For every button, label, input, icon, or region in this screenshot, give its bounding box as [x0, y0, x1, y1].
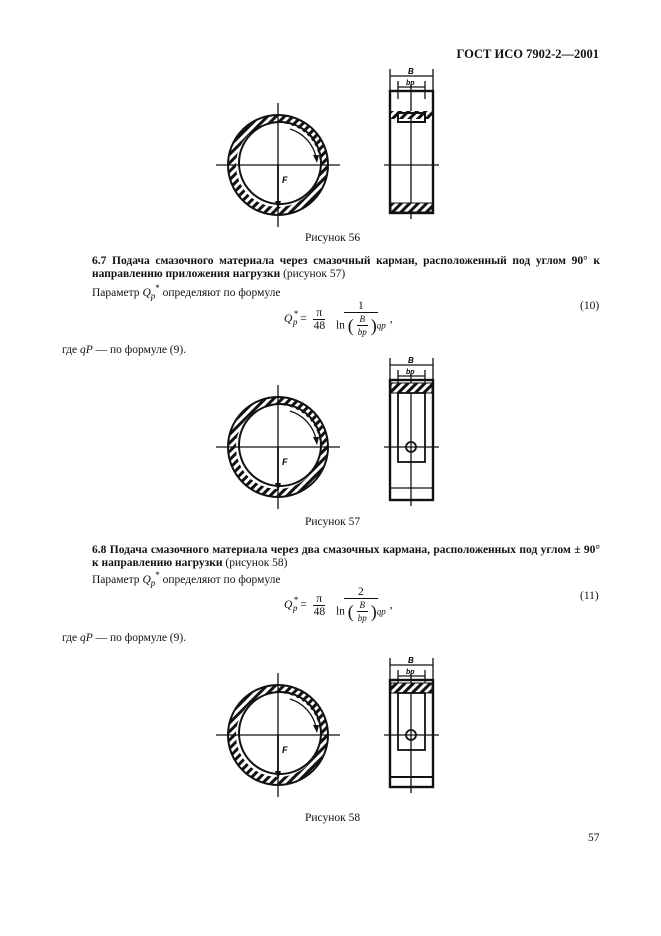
section-6-7-heading: [92, 255, 600, 281]
comma: ,: [389, 599, 393, 612]
section-6-7-param-line: [92, 283, 280, 301]
equals-sign: =: [300, 313, 307, 326]
param-symbol: Q: [142, 286, 151, 299]
qp: qp: [376, 606, 386, 617]
dimension-B-label: B: [408, 67, 414, 76]
where-text: где: [62, 344, 78, 356]
rotation-arrow-head: [313, 437, 319, 445]
dimension-bp-label: bp: [406, 369, 415, 376]
formula-11: [284, 586, 393, 625]
denominator: ln ( $\frac{B}{bp}$ )qp: [335, 314, 386, 337]
section-number: 6.7: [92, 255, 107, 267]
dimension-B-label: B: [408, 356, 414, 365]
bp: bp: [357, 327, 367, 337]
param-text-post: определяют по формуле: [162, 573, 281, 586]
pi: π: [313, 307, 325, 320]
document-code: ГОСТ ИСО 7902-2—2001: [456, 47, 599, 61]
where-text-post: — по формуле (9).: [95, 344, 187, 356]
numerator: 2: [344, 586, 378, 599]
denominator-48: 48: [313, 319, 326, 332]
where-symbol: qP: [79, 344, 93, 356]
force-label: F: [282, 175, 288, 185]
equals-sign: =: [300, 599, 307, 612]
where-symbol: qP: [79, 632, 93, 644]
hatched-bottom-section: [391, 203, 432, 212]
B: B: [357, 599, 369, 612]
figure-57-caption: Рисунок 57: [305, 516, 361, 528]
main-fraction: [334, 586, 388, 625]
page-number: 57: [588, 832, 600, 844]
hatched-top-section: [391, 683, 432, 693]
where-text-post: — по формуле (9).: [95, 632, 187, 644]
B: B: [357, 313, 369, 326]
section-6-8-heading: [92, 544, 600, 570]
lhs-sup: *: [293, 309, 298, 320]
figure-56-caption: Рисунок 56: [305, 232, 361, 244]
pi-fraction: [312, 593, 328, 619]
pi-fraction: [312, 307, 328, 333]
figure-ref: (рисунок 58): [225, 557, 288, 569]
numerator: 1: [344, 300, 378, 313]
lhs-sub: p: [292, 603, 298, 614]
where-text: где: [62, 632, 78, 644]
journal-circle: [239, 122, 321, 204]
lhs-sup: *: [293, 595, 298, 606]
where-line-11: [62, 632, 186, 644]
comma: ,: [389, 313, 393, 326]
param-sub: p: [150, 578, 156, 589]
dimension-bp-label: bp: [406, 80, 415, 87]
formula-10: [284, 300, 393, 339]
journal-circle: [239, 692, 321, 774]
figure-ref: (рисунок 57): [283, 268, 346, 280]
param-sup: *: [155, 570, 160, 580]
hatched-top-section: [391, 383, 432, 393]
rotation-arrow-head: [313, 155, 319, 163]
force-label: F: [282, 745, 288, 755]
lhs-sub: p: [292, 317, 298, 328]
denominator-48: 48: [313, 605, 326, 618]
equation-number-11: (11): [580, 590, 599, 602]
lhs-symbol: Q: [284, 313, 293, 326]
param-text-post: определяют по формуле: [162, 286, 281, 299]
denominator: ln ( $\frac{B}{bp}$ )qp: [335, 600, 386, 623]
ln: ln: [335, 605, 345, 618]
param-sub: p: [150, 291, 156, 302]
section-title: Подача смазочного материала через смазочный карман, расположенный под углом 90° к направлению приложения нагрузки: [92, 255, 600, 280]
rotation-arrow-head: [313, 725, 319, 733]
param-text: Параметр: [92, 286, 140, 299]
param-symbol: Q: [142, 573, 151, 586]
journal-circle: [239, 404, 321, 486]
qp: qp: [376, 320, 386, 331]
figure-58-caption: Рисунок 58: [305, 812, 361, 824]
pi: π: [313, 593, 325, 606]
section-6-8-param-line: [92, 570, 280, 588]
dimension-B-label: B: [408, 656, 414, 665]
dimension-bp-label: bp: [406, 669, 415, 676]
ln: ln: [335, 319, 345, 332]
equation-number-10: (10): [580, 300, 600, 312]
bp: bp: [357, 613, 367, 623]
section-number: 6.8: [92, 544, 107, 556]
lhs-symbol: Q: [284, 599, 293, 612]
param-text: Параметр: [92, 573, 140, 586]
where-line-10: [62, 344, 186, 356]
param-sup: *: [155, 283, 160, 293]
main-fraction: [334, 300, 388, 339]
section-title: Подача смазочного материала через два смазочных кармана, расположенных под углом ± 90° к направлению нагрузки: [92, 544, 600, 569]
force-label: F: [282, 457, 288, 467]
